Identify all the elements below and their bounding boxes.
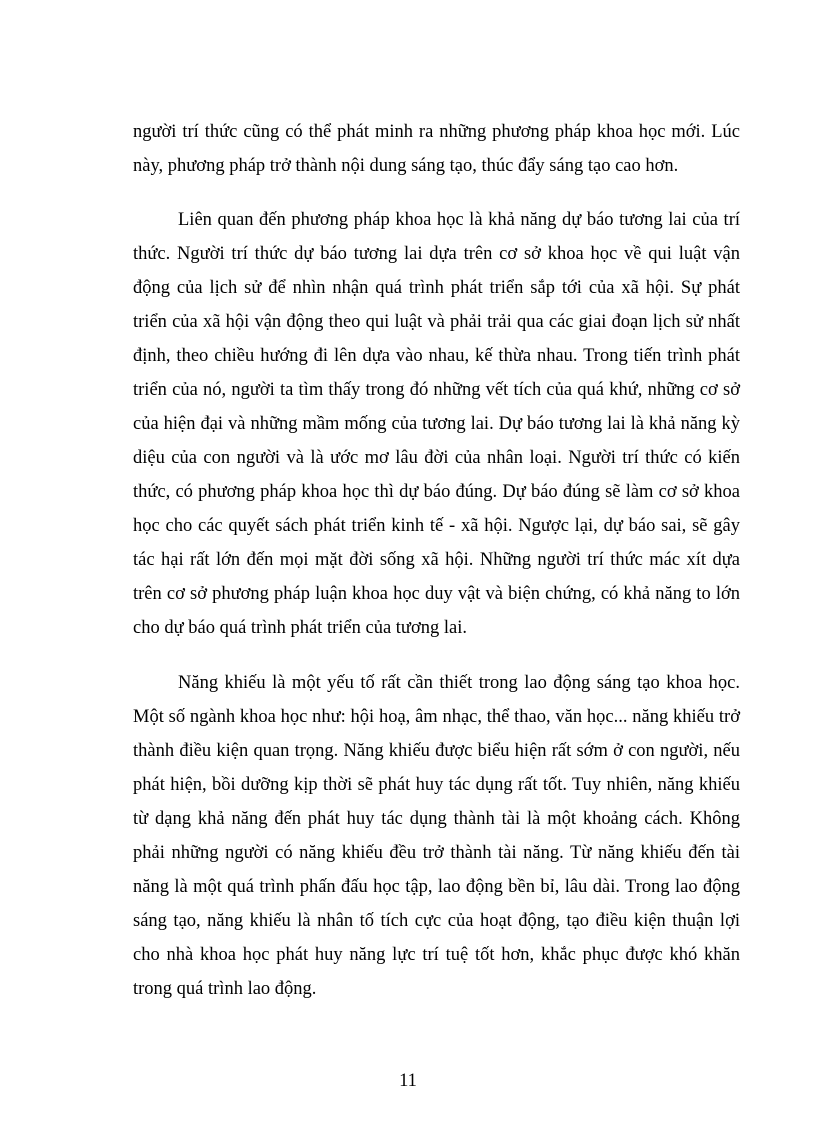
paragraph-2-line-5: định, theo chiều hướng đi lên dựa vào nhau, kế thừa nhau. Trong tiến trình phát (133, 346, 740, 366)
paragraph-1-line-2: này, phương pháp trở thành nội dung sáng tạo, thúc đẩy sáng tạo cao hơn. (133, 156, 679, 176)
paragraph-3-line-4: phát hiện, bồi dưỡng kịp thời sẽ phát huy tác dụng rất tốt. Tuy nhiên, năng khiếu (133, 775, 740, 795)
paragraph-3-line-9: cho nhà khoa học phát huy năng lực trí tuệ tốt hơn, khắc phục được khó khăn (133, 945, 740, 965)
paragraph-2-line-8: diệu của con người và là ước mơ lâu đời của nhân loại. Người trí thức có kiến (133, 448, 740, 468)
paragraph-3-line-7: năng là một quá trình phấn đấu học tập, lao động bền bỉ, lâu dài. Trong lao động (133, 877, 740, 897)
paragraph-2-line-1: Liên quan đến phương pháp khoa học là khả năng dự báo tương lai của trí (178, 210, 740, 230)
paragraph-2-line-11: tác hại rất lớn đến mọi mặt đời sống xã hội. Những người trí thức mác xít dựa (133, 550, 740, 570)
paragraph-2-line-6: triển của nó, người ta tìm thấy trong đó những vết tích của quá khứ, những cơ sở (133, 380, 740, 400)
paragraph-3-line-3: thành điều kiện quan trọng. Năng khiếu được biểu hiện rất sớm ở con người, nếu (133, 741, 740, 761)
paragraph-3-line-1: Năng khiếu là một yếu tố rất cần thiết trong lao động sáng tạo khoa học. (178, 673, 740, 693)
paragraph-2-line-7: của hiện đại và những mầm mống của tương lai. Dự báo tương lai là khả năng kỳ (133, 414, 740, 434)
paragraph-2-line-12: trên cơ sở phương pháp luận khoa học duy vật và biện chứng, có khả năng to lớn (133, 584, 740, 604)
paragraph-2-line-4: triển của xã hội vận động theo qui luật và phải trải qua các giai đoạn lịch sử nhất (133, 312, 740, 332)
paragraph-2-line-2: thức. Người trí thức dự báo tương lai dựa trên cơ sở khoa học về qui luật vận (133, 244, 740, 264)
paragraph-3-line-8: sáng tạo, năng khiếu là nhân tố tích cực của hoạt động, tạo điều kiện thuận lợi (133, 911, 740, 931)
paragraph-2-line-13: cho dự báo quá trình phát triển của tương lai. (133, 618, 467, 638)
paragraph-3-line-6: phải những người có năng khiếu đều trở thành tài năng. Từ năng khiếu đến tài (133, 843, 740, 863)
paragraph-3-line-5: từ dạng khả năng đến phát huy tác dụng thành tài là một khoảng cách. Không (133, 809, 740, 829)
paragraph-2-line-3: động của lịch sử để nhìn nhận quá trình phát triển sắp tới của xã hội. Sự phát (133, 278, 740, 298)
paragraph-2-line-10: học cho các quyết sách phát triển kinh tế - xã hội. Ngược lại, dự báo sai, sẽ gây (133, 516, 740, 536)
paragraph-2-line-9: thức, có phương pháp khoa học thì dự báo đúng. Dự báo đúng sẽ làm cơ sở khoa (133, 482, 740, 502)
page-number: 11 (399, 1071, 417, 1091)
paragraph-3-line-2: Một số ngành khoa học như: hội hoạ, âm nhạc, thể thao, văn học... năng khiếu trở (133, 707, 740, 727)
paragraph-3-line-10: trong quá trình lao động. (133, 979, 317, 999)
paragraph-1-line-1: người trí thức cũng có thể phát minh ra những phương pháp khoa học mới. Lúc (133, 122, 740, 142)
